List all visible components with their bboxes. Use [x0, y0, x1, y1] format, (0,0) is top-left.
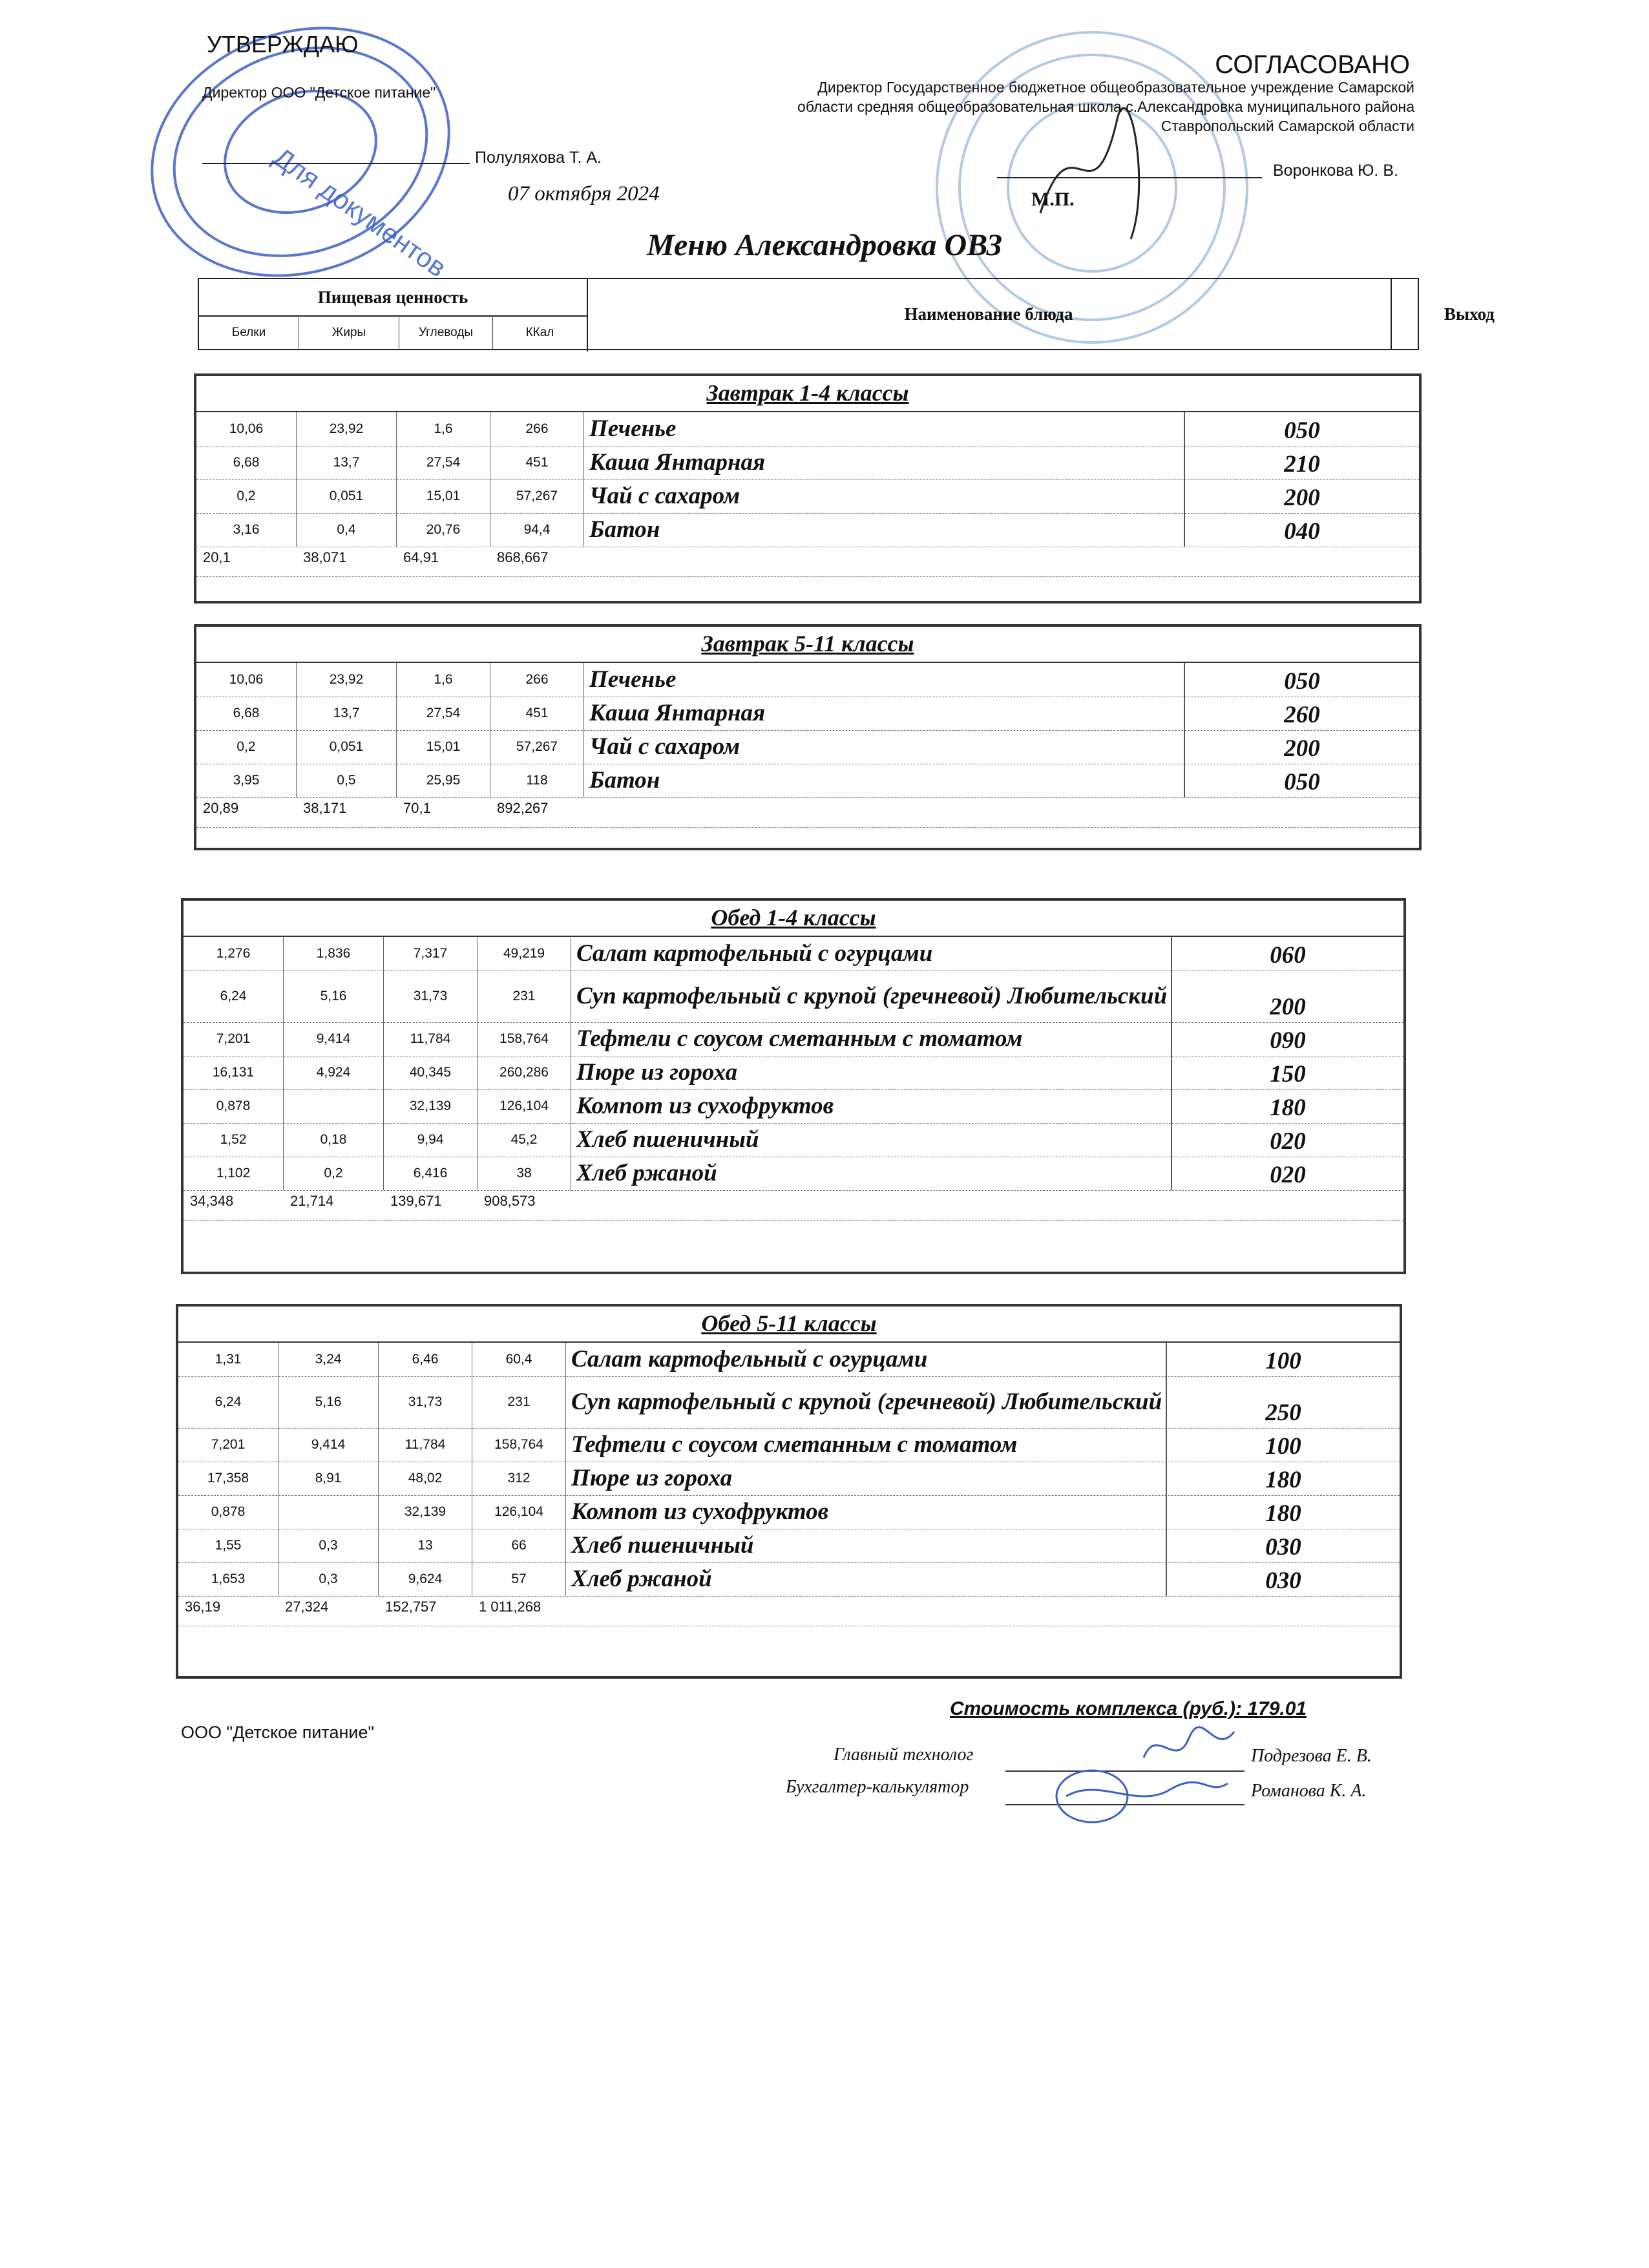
proteins-value: 6,68: [196, 697, 297, 730]
left-stamp-text: Для документов: [268, 141, 452, 283]
dish-output: 100: [1265, 1348, 1301, 1374]
dish-name: Хлеб ржаной: [571, 1157, 1172, 1190]
kcal-value: 126,104: [478, 1089, 571, 1123]
agree-line-3: Ставропольский Самарской области: [1161, 118, 1414, 134]
fats-value: 5,16: [278, 1376, 379, 1428]
fats-value: 13,7: [297, 697, 397, 730]
kcal-value: 94,4: [490, 513, 584, 547]
kcal-value: 45,2: [478, 1123, 571, 1157]
carbs-value: 27,54: [397, 697, 490, 730]
menu-section: [181, 898, 1406, 1274]
proteins-value: 10,06: [196, 663, 297, 697]
fats-value: 5,16: [284, 971, 384, 1022]
dish-output: 030: [1265, 1568, 1301, 1594]
proteins-value: 1,102: [184, 1157, 284, 1190]
table-row: [184, 937, 1403, 971]
fats-value: 8,91: [278, 1462, 379, 1495]
carbs-value: 1,6: [397, 663, 490, 697]
kcal-value: 126,104: [472, 1495, 566, 1529]
table-row: [178, 1562, 1400, 1596]
section-title: Завтрак 5-11 классы: [701, 631, 914, 656]
carbs-value: 25,95: [397, 764, 490, 797]
table-row: [196, 412, 1419, 446]
carbs-value: 32,139: [384, 1089, 478, 1123]
fats-value: 0,4: [297, 513, 397, 547]
kcal-value: 57: [472, 1562, 566, 1596]
total-value: 38,071: [303, 549, 347, 565]
section-title: Завтрак 1-4 классы: [706, 380, 909, 406]
fats-value: [284, 1089, 384, 1123]
carbs-value: 1,6: [397, 412, 490, 446]
proteins-value: 16,131: [184, 1056, 284, 1089]
proteins-value: 7,201: [184, 1022, 284, 1056]
fats-value: 0,5: [297, 764, 397, 797]
table-row: [184, 1089, 1403, 1123]
carbs-value: 9,624: [379, 1562, 472, 1596]
table-row: [178, 1495, 1400, 1529]
output-header: Выход: [1444, 304, 1495, 324]
column-header: [198, 278, 1495, 350]
row-divider: [196, 797, 1419, 798]
fats-value: 23,92: [297, 663, 397, 697]
total-value: 152,757: [385, 1599, 437, 1615]
fats-value: 13,7: [297, 446, 397, 479]
fats-value: 0,18: [284, 1123, 384, 1157]
proteins-value: 6,24: [184, 971, 284, 1022]
total-value: 27,324: [285, 1599, 329, 1615]
proteins-value: 6,24: [178, 1376, 278, 1428]
proteins-value: 1,55: [178, 1529, 278, 1562]
total-row: [196, 548, 1419, 567]
dish-name: Батон: [584, 764, 1185, 797]
dish-output: 210: [1284, 451, 1320, 478]
row-divider: [178, 1596, 1400, 1597]
proteins-value: 3,16: [196, 513, 297, 547]
dish-name: Каша Янтарная: [584, 446, 1185, 479]
total-value: 21,714: [290, 1193, 334, 1209]
table-row: [196, 513, 1419, 547]
total-value: 36,19: [185, 1599, 221, 1615]
dish-name: Суп картофельный с крупой (гречневой) Любительский: [571, 971, 1172, 1022]
dish-output: 180: [1270, 1095, 1306, 1121]
carbs-value: 40,345: [384, 1056, 478, 1089]
dish-name: Батон: [584, 513, 1185, 547]
dish-output: 020: [1270, 1128, 1306, 1155]
total-value: 70,1: [403, 800, 431, 816]
document-title: Меню Александровка ОВЗ: [646, 228, 1002, 262]
row-divider: [184, 1190, 1403, 1191]
carbs-value: 20,76: [397, 513, 490, 547]
dish-output: 260: [1284, 702, 1320, 728]
kcal-header: ККал: [525, 326, 554, 339]
agree-line-1: Директор Государственное бюджетное общеобразовательное учреждение Самарской: [817, 79, 1414, 96]
kcal-value: 266: [490, 412, 584, 446]
dish-output: 030: [1265, 1534, 1301, 1560]
total-value: 139,671: [390, 1193, 442, 1209]
menu-section: [194, 373, 1422, 604]
proteins-header: Белки: [199, 315, 299, 350]
kcal-value: 57,267: [490, 479, 584, 513]
agree-line-2: области средняя общеобразовательная школа с.Александровка муниципального района: [797, 98, 1414, 115]
carbs-value: 15,01: [397, 479, 490, 513]
tech-role: Главный технолог: [834, 1745, 974, 1765]
dish-name: Салат картофельный с огурцами: [566, 1343, 1167, 1376]
table-row: [178, 1376, 1400, 1428]
fats-value: 3,24: [278, 1343, 379, 1376]
acc-name: Романова К. А.: [1251, 1781, 1367, 1801]
carbs-value: 48,02: [379, 1462, 472, 1495]
kcal-value: 231: [478, 971, 571, 1022]
section-title: Обед 1-4 классы: [711, 905, 876, 930]
fats-value: 1,836: [284, 937, 384, 971]
fats-value: 4,924: [284, 1056, 384, 1089]
dish-output: 060: [1270, 942, 1306, 969]
dish-output: 200: [1270, 994, 1306, 1020]
kcal-value: 312: [472, 1462, 566, 1495]
dish-output: 090: [1270, 1027, 1306, 1054]
document-date: 07 октября 2024: [508, 182, 660, 205]
fats-value: [278, 1495, 379, 1529]
carbs-value: 31,73: [384, 971, 478, 1022]
total-row: [178, 1597, 1400, 1617]
carbs-value: 9,94: [384, 1123, 478, 1157]
kcal-value: 57,267: [490, 730, 584, 764]
tech-name: Подрезова Е. В.: [1251, 1746, 1372, 1766]
proteins-value: 0,878: [178, 1495, 278, 1529]
kcal-value: 451: [490, 697, 584, 730]
kcal-value: 158,764: [478, 1022, 571, 1056]
total-divider: [196, 827, 1419, 828]
agree-title: СОГЛАСОВАНО: [1215, 50, 1410, 79]
fats-value: 9,414: [278, 1428, 379, 1462]
dish-output: 050: [1284, 769, 1320, 795]
total-value: 20,89: [203, 800, 239, 816]
dish-name: Суп картофельный с крупой (гречневой) Любительский: [566, 1376, 1167, 1428]
total-value: 908,573: [484, 1193, 536, 1209]
kcal-value: 231: [472, 1376, 566, 1428]
table-row: [184, 1022, 1403, 1056]
dish-name: Печенье: [584, 663, 1185, 697]
table-row: [184, 1157, 1403, 1190]
acc-role: Бухгалтер-калькулятор: [786, 1777, 969, 1797]
carbs-value: 11,784: [379, 1428, 472, 1462]
fats-header: Жиры: [299, 315, 399, 350]
carbs-value: 27,54: [397, 446, 490, 479]
carbs-value: 6,416: [384, 1157, 478, 1190]
carbs-value: 13: [379, 1529, 472, 1562]
dish-output: 180: [1265, 1500, 1301, 1527]
fats-value: 0,051: [297, 479, 397, 513]
total-value: 20,1: [203, 549, 231, 565]
carbs-value: 32,139: [379, 1495, 472, 1529]
carbs-value: 11,784: [384, 1022, 478, 1056]
complex-cost: Стоимость комплекса (руб.): 179.01: [950, 1698, 1307, 1719]
kcal-value: 260,286: [478, 1056, 571, 1089]
dish-name: Тефтели с соусом сметанным с томатом: [571, 1022, 1172, 1056]
stamp-place-label: М.П.: [1031, 189, 1075, 210]
menu-section: [194, 624, 1422, 850]
kcal-value: 49,219: [478, 937, 571, 971]
dish-output: 200: [1284, 735, 1320, 762]
dish-output: 050: [1284, 668, 1320, 695]
table-row: [196, 663, 1419, 697]
dish-output: 200: [1284, 485, 1320, 511]
dish-name: Салат картофельный с огурцами: [571, 937, 1172, 971]
table-row: [196, 479, 1419, 513]
total-divider: [196, 576, 1419, 577]
dish-output: 150: [1270, 1061, 1306, 1087]
dish-name: Пюре из гороха: [566, 1462, 1167, 1495]
table-row: [178, 1343, 1400, 1376]
proteins-value: 7,201: [178, 1428, 278, 1462]
nutrition-header: [199, 279, 588, 352]
proteins-value: 1,52: [184, 1123, 284, 1157]
dish-output: 180: [1265, 1467, 1301, 1493]
proteins-value: 3,95: [196, 764, 297, 797]
dish-output: 040: [1284, 518, 1320, 545]
approve-position: Директор ООО "Детское питание": [202, 84, 436, 101]
total-value: 64,91: [403, 549, 439, 565]
table-row: [184, 1123, 1403, 1157]
proteins-value: 0,878: [184, 1089, 284, 1123]
kcal-value: 451: [490, 446, 584, 479]
dish-name: Компот из сухофруктов: [566, 1495, 1167, 1529]
fats-value: 0,3: [278, 1562, 379, 1596]
total-value: 34,348: [190, 1193, 234, 1209]
dish-name: Хлеб пшеничный: [571, 1123, 1172, 1157]
kcal-value: 266: [490, 663, 584, 697]
agree-name: Воронкова Ю. В.: [1273, 162, 1398, 180]
dish-name: Чай с сахаром: [584, 479, 1185, 513]
carbs-value: 15,01: [397, 730, 490, 764]
approve-name: Полуляхова Т. А.: [475, 149, 602, 167]
total-value: 892,267: [497, 800, 549, 816]
proteins-value: 17,358: [178, 1462, 278, 1495]
total-value: 1 011,268: [479, 1599, 541, 1615]
dish-name: Каша Янтарная: [584, 697, 1185, 730]
fats-value: 9,414: [284, 1022, 384, 1056]
carbs-value: 6,46: [379, 1343, 472, 1376]
fats-value: 0,051: [297, 730, 397, 764]
total-row: [196, 799, 1419, 818]
proteins-value: 1,276: [184, 937, 284, 971]
dish-name: Хлеб ржаной: [566, 1562, 1167, 1596]
table-row: [184, 971, 1403, 1022]
dish-name: Компот из сухофруктов: [571, 1089, 1172, 1123]
total-value: 868,667: [497, 549, 549, 565]
dish-name: Тефтели с соусом сметанным с томатом: [566, 1428, 1167, 1462]
table-row: [178, 1428, 1400, 1462]
table-row: [178, 1529, 1400, 1562]
agree-position: [704, 78, 1414, 136]
fats-value: 23,92: [297, 412, 397, 446]
menu-section: [176, 1304, 1402, 1679]
kcal-value: 158,764: [472, 1428, 566, 1462]
table-row: [196, 446, 1419, 479]
dish-output: 020: [1270, 1162, 1306, 1188]
organization-name: ООО "Детское питание": [181, 1723, 375, 1742]
dish-name: Пюре из гороха: [571, 1056, 1172, 1089]
approve-title: УТВЕРЖДАЮ: [207, 31, 359, 58]
total-row: [184, 1192, 1403, 1211]
table-row: [178, 1462, 1400, 1495]
total-divider: [184, 1220, 1403, 1221]
kcal-value: 118: [490, 764, 584, 797]
table-row: [184, 1056, 1403, 1089]
proteins-value: 10,06: [196, 412, 297, 446]
table-row: [196, 697, 1419, 730]
carbs-value: 7,317: [384, 937, 478, 971]
table-row: [196, 730, 1419, 764]
dish-name-header: Наименование блюда: [587, 279, 1392, 349]
dish-name: Чай с сахаром: [584, 730, 1185, 764]
section-title: Обед 5-11 классы: [701, 1310, 877, 1336]
approve-signature-line: [202, 163, 470, 164]
proteins-value: 6,68: [196, 446, 297, 479]
proteins-value: 0,2: [196, 730, 297, 764]
fats-value: 0,3: [278, 1529, 379, 1562]
proteins-value: 1,31: [178, 1343, 278, 1376]
kcal-value: 66: [472, 1529, 566, 1562]
proteins-value: 0,2: [196, 479, 297, 513]
dish-name: Хлеб пшеничный: [566, 1529, 1167, 1562]
kcal-value: 38: [478, 1157, 571, 1190]
dish-output: 250: [1265, 1400, 1301, 1426]
total-value: 38,171: [303, 800, 347, 816]
acc-signature: [1040, 1751, 1234, 1829]
fats-value: 0,2: [284, 1157, 384, 1190]
carbs-header: Углеводы: [399, 315, 493, 350]
table-row: [196, 764, 1419, 797]
dish-output: 100: [1265, 1433, 1301, 1460]
dish-name: Печенье: [584, 412, 1185, 446]
agree-signature-line: [997, 177, 1262, 178]
nutrition-title: Пищевая ценность: [199, 279, 587, 317]
dish-output: 050: [1284, 417, 1320, 444]
proteins-value: 1,653: [178, 1562, 278, 1596]
carbs-value: 31,73: [379, 1376, 472, 1428]
kcal-value: 60,4: [472, 1343, 566, 1376]
